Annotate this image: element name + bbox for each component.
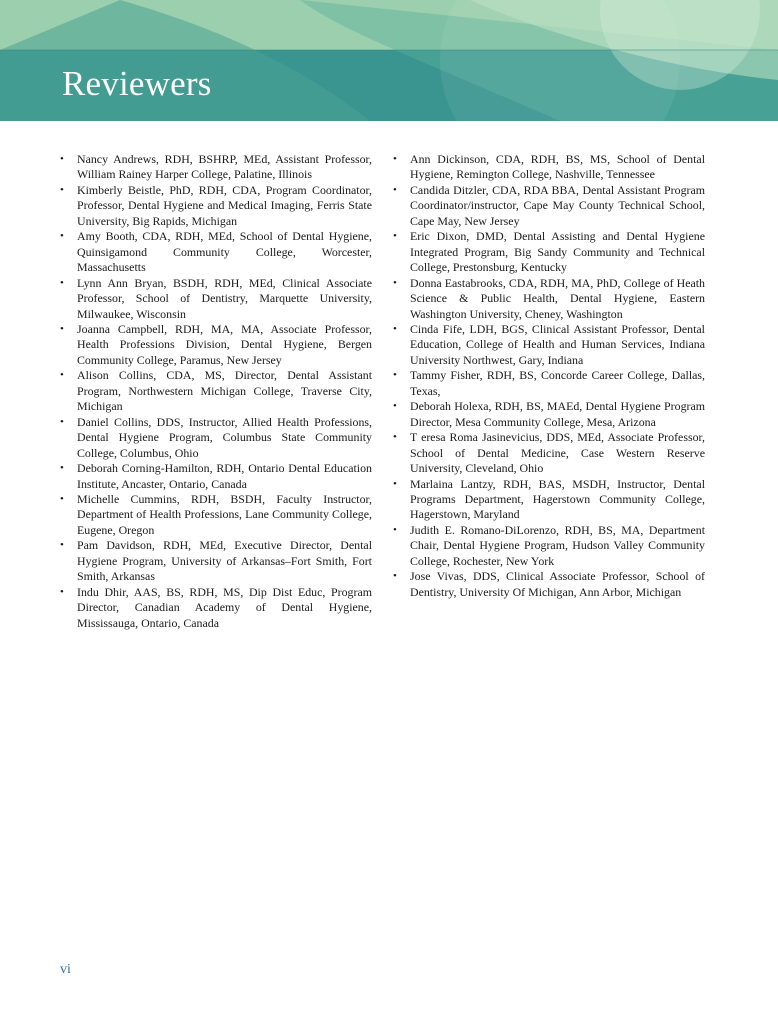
reviewer-item (60, 152, 372, 183)
reviewer-item (393, 368, 705, 399)
bullet-icon: • (60, 322, 64, 335)
reviewer-entry: Joanna Campbell, RDH, MA, MA, Associate Professor, Health Professions Division, Dental Hygiene, Bergen Community College, Paramus, New Jersey (77, 321, 372, 367)
reviewer-entry: Eric Dixon, DMD, Dental Assisting and Dental Hygiene Integrated Program, Big Sandy Community and Technical College, Prestonsburg, Kentucky (410, 229, 705, 275)
reviewer-item (393, 183, 705, 229)
reviewer-item (60, 276, 372, 322)
reviewer-item (60, 415, 372, 461)
bullet-icon: • (393, 570, 397, 583)
bullet-icon: • (393, 230, 397, 243)
reviewer-entry: Jose Vivas, DDS, Clinical Associate Professor, School of Dentistry, University Of Michigan, Ann Arbor, Michigan (410, 569, 705, 599)
reviewer-entry: Judith E. Romano-DiLorenzo, RDH, BS, MA, Department Chair, Dental Hygiene Program, Hudson Valley Community College, Rochester, New York (410, 522, 705, 568)
page-title: Reviewers (62, 64, 212, 103)
bullet-icon: • (393, 431, 397, 444)
bullet-icon: • (60, 462, 64, 475)
page-number: vi (60, 962, 71, 977)
reviewer-entry: Amy Booth, CDA, RDH, MEd, School of Dental Hygiene, Quinsigamond Community College, Worcester, Massachusetts (77, 229, 372, 275)
reviewer-list-left (60, 152, 372, 631)
reviewer-item (393, 152, 705, 183)
reviewer-item (60, 229, 372, 275)
bullet-icon: • (60, 183, 64, 196)
bullet-icon: • (393, 276, 397, 289)
reviewer-entry: Lynn Ann Bryan, BSDH, RDH, MEd, Clinical Associate Professor, School of Dentistry, Marquette University, Milwaukee, Wisconsin (77, 275, 372, 321)
reviewer-item (393, 430, 705, 476)
header-banner (0, 0, 778, 121)
reviewer-list-right (393, 152, 705, 600)
reviewer-item (393, 523, 705, 569)
reviewer-entry: Deborah Corning-Hamilton, RDH, Ontario Dental Education Institute, Ancaster, Ontario, Canada (77, 461, 372, 491)
bullet-icon: • (60, 415, 64, 428)
bullet-icon: • (393, 477, 397, 490)
bullet-icon: • (60, 539, 64, 552)
bullet-icon: • (60, 369, 64, 382)
reviewer-item (60, 368, 372, 414)
bullet-icon: • (393, 183, 397, 196)
reviewer-item (60, 585, 372, 631)
reviewer-item (393, 276, 705, 322)
bullet-icon: • (393, 153, 397, 165)
reviewer-entry: Michelle Cummins, RDH, BSDH, Faculty Instructor, Department of Health Professions, Lane Community College, Eugene, Oregon (77, 491, 372, 537)
bullet-icon: • (60, 276, 64, 289)
bullet-icon: • (60, 585, 64, 598)
reviewer-item (60, 538, 372, 584)
reviewer-entry: Donna Eastabrooks, CDA, RDH, MA, PhD, College of Heath Science & Public Health, Dental Hygiene, Eastern Washington University, Cheney, Washington (410, 275, 705, 321)
reviewer-entry: Tammy Fisher, RDH, BS, Concorde Career College, Dallas, Texas, (410, 368, 705, 398)
reviewer-entry: Nancy Andrews, RDH, BSHRP, MEd, Assistant Professor, William Rainey Harper College, Palatine, Illinois (77, 152, 372, 182)
reviewer-item (60, 492, 372, 538)
reviewer-entry: T eresa Roma Jasinevicius, DDS, MEd, Associate Professor, School of Dental Medicine, Case Western Reserve University, Cleveland, Ohio (410, 430, 705, 476)
reviewer-entry: Cinda Fife, LDH, BGS, Clinical Assistant Professor, Dental Education, College of Health and Human Services, Indiana University Northwest, Gary, Indiana (410, 321, 705, 367)
bullet-icon: • (393, 523, 397, 536)
reviewer-entry: Daniel Collins, DDS, Instructor, Allied Health Professions, Dental Hygiene Program, Columbus State Community College, Columbus, Ohio (77, 414, 372, 460)
reviewer-entry: Kimberly Beistle, PhD, RDH, CDA, Program Coordinator, Professor, Dental Hygiene and Medical Imaging, Ferris State University, Big Rapids, Michigan (77, 182, 372, 228)
bullet-icon: • (60, 492, 64, 505)
bullet-icon: • (393, 322, 397, 335)
reviewer-item (393, 322, 705, 368)
reviewer-item (393, 399, 705, 430)
reviewer-entry: Deborah Holexa, RDH, BS, MAEd, Dental Hygiene Program Director, Mesa Community College, Mesa, Arizona (410, 399, 705, 429)
reviewer-item (393, 569, 705, 600)
reviewer-item (60, 322, 372, 368)
reviewer-entry: Alison Collins, CDA, MS, Director, Dental Assistant Program, Northwestern Michigan College, Traverse City, Michigan (77, 368, 372, 414)
reviewer-entry: Marlaina Lantzy, RDH, BAS, MSDH, Instructor, Dental Programs Department, Hagerstown Community College, Hagerstown, Maryland (410, 476, 705, 522)
bullet-icon: • (393, 400, 397, 413)
bullet-icon: • (393, 369, 397, 382)
reviewer-item (60, 461, 372, 492)
reviewer-entry: Indu Dhir, AAS, BS, RDH, MS, Dip Dist Educ, Program Director, Canadian Academy of Dental Hygiene, Mississauga, Ontario, Canada (77, 584, 372, 630)
reviewer-item (393, 229, 705, 275)
bullet-icon: • (60, 230, 64, 243)
reviewer-entry: Candida Ditzler, CDA, RDA BBA, Dental Assistant Program Coordinator/instructor, Cape May County Technical School, Cape May, New Jersey (410, 182, 705, 228)
reviewer-item (60, 183, 372, 229)
reviewer-item (393, 477, 705, 523)
reviewer-entry: Ann Dickinson, CDA, RDH, BS, MS, School of Dental Hygiene, Remington College, Nashville, Tennessee (410, 152, 705, 182)
reviewer-entry: Pam Davidson, RDH, MEd, Executive Director, Dental Hygiene Program, University of Arkansas–Fort Smith, Fort Smith, Arkansas (77, 538, 372, 584)
bullet-icon: • (60, 153, 64, 165)
